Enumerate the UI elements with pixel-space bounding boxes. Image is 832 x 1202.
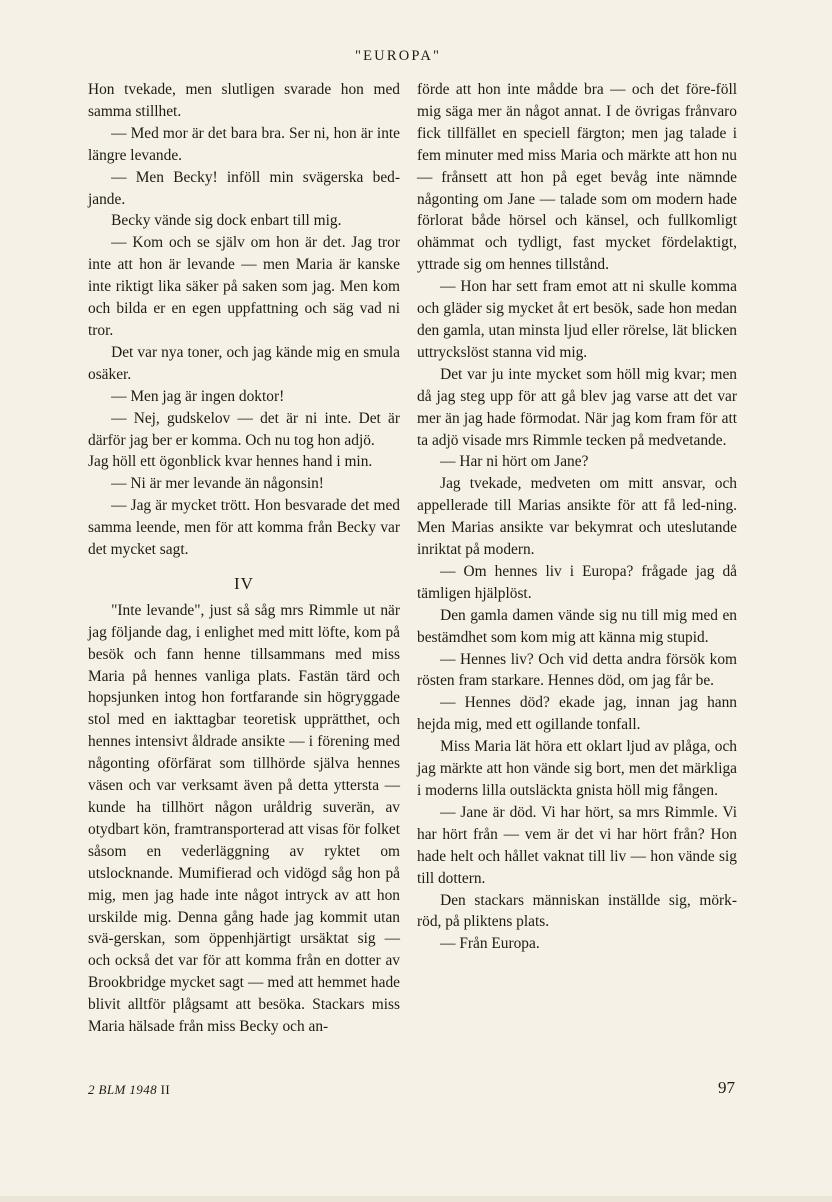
paragraph: Hon tvekade, men slutligen svarade hon med samma stillhet.	[88, 81, 400, 120]
volume-number: II	[160, 1082, 171, 1097]
paragraph: — Från Europa.	[440, 935, 540, 953]
paragraph: Det var nya toner, och jag kände mig en smula osäker.	[88, 343, 400, 383]
paragraph: — Jag är mycket trött. Hon besvarade det med samma leende, men för att komma från Becky var det mycket sagt.	[88, 497, 400, 559]
paragraph: — Hon har sett fram emot att ni skulle komma och gläder sig mycket åt ert besök, sade hon medan den gamla, utan minsta ljud eller rörelse, lät blicken uttryckslöst stanna vid mig.	[417, 278, 737, 361]
paragraph: — Hennes liv? Och vid detta andra försök kom rösten fram starkare. Hennes död, om jag får be.	[417, 650, 737, 690]
paragraph: Jag tvekade, medveten om mitt ansvar, och appellerade till Marias ansikte för att få led-ning. Men Marias ansikte var bekymrat och uteslutande inriktat på modern.	[417, 475, 737, 559]
paragraph: — Nej, gudskelov — det är ni inte. Det är därför jag ber er komma. Och nu tog hon adjö.	[88, 409, 400, 449]
paragraph: — Om hennes liv i Europa? frågade jag då tämligen hjälplöst.	[417, 562, 737, 602]
paragraph: Det var ju inte mycket som höll mig kvar; men då jag steg upp för att gå blev jag varse att det var mer än jag hade förmodat. När jag kom fram för att ta adjö visade mrs Rimmle tecken på medvetande.	[417, 365, 737, 449]
paragraph: — Med mor är det bara bra. Ser ni, hon är inte längre levande.	[88, 124, 400, 164]
footer-signature	[88, 1082, 170, 1098]
paragraph: förde att hon inte mådde bra — och det före-föll mig säga mer än något annat. I de övrigas frånvaro fick tillfället en speciell färgton; men jag talade i fem minuter med miss Maria och märkte att hon nu — frånsett att hon på eget bevåg inte nämnde någonting om Jane — talade som om modern hade förlorat både hörsel och känsel, och fullkomligt ohämmat och tydligt, fast mycket fördelaktigt, yttrade sig om hennes tillstånd.	[417, 81, 737, 274]
paragraph: — Men jag är ingen doktor!	[111, 387, 285, 405]
paragraph: "Inte levande", just så såg mrs Rimmle ut när jag följande dag, i enlighet med mitt löfte, kom på besök och fann henne tillsammans med miss Maria på hennes vanliga plats. Fastän tärd och hopsjunken intog hon fortfarande sin högryggade stol med en iakttagbar teoretisk upprätthet, och hennes intensivt åldrade ansikte — i förening med någonting oförfärat som tillhörde själva hennes väsen och var verksamt även på detta yttersta — kunde ha tillhört någon uråldrig suverän, av otydbart kön, framtransporterad att visas för folket såsom en vederläggning av ryktet om utslocknande. Mumifierad och vidögd såg hon på mig, men jag hade inte något intryck av att hon urskilde mig. Denna gång hade jag kommit utan svä-gerskan, som öppenhjärtigt ursäktat sig — och också det var för att komma från en dotter av Brookbridge mycket sagt — med att hemmet hade blivit alltför plågsamt att besöka. Stackars miss Maria hälsade från miss Becky och an-	[88, 601, 400, 1036]
paragraph: — Jane är död. Vi har hört, sa mrs Rimmle. Vi har hört från — vem är det vi har hört från? Hon hade helt och hållet vaknat till liv — hon vände sig till dottern.	[417, 803, 737, 887]
paragraph: — Hennes död? ekade jag, innan jag hann hejda mig, med ett ogillande tonfall.	[417, 694, 737, 734]
paragraph: — Kom och se själv om hon är det. Jag tror inte att hon är levande — men Maria är kanske inte riktigt lika säker på saken som jag. Men kom och bilda er en egen uppfattning och säg vad ni tror.	[88, 234, 400, 339]
paragraph: Den gamla damen vände sig nu till mig med en bestämdhet som kom mig att känna mig stupid.	[417, 606, 737, 646]
paragraph: — Har ni hört om Jane?	[440, 453, 589, 471]
paragraph: Becky vände sig dock enbart till mig.	[111, 212, 342, 230]
page-number: 97	[718, 1078, 735, 1097]
right-column	[417, 79, 737, 955]
paragraph: — Ni är mer levande än någonsin!	[111, 475, 324, 493]
paragraph: — Men Becky! inföll min svägerska bed-jande.	[88, 168, 400, 208]
page-edge	[0, 1196, 832, 1202]
paragraph: Den stackars människan inställde sig, mörk-röd, på pliktens plats.	[417, 891, 737, 931]
paragraph: Jag höll ett ögonblick kvar hennes hand i min.	[88, 453, 373, 471]
left-column	[88, 79, 400, 1038]
section-number: IV	[234, 573, 254, 593]
signature-mark: 2 BLM 1948	[88, 1082, 157, 1097]
running-head: "EUROPA"	[355, 48, 442, 64]
paragraph: Miss Maria lät höra ett oklart ljud av plåga, och jag märkte att hon vände sig bort, men det märkliga i moderns lilla outsläckta gnista höll mig fången.	[417, 738, 737, 799]
